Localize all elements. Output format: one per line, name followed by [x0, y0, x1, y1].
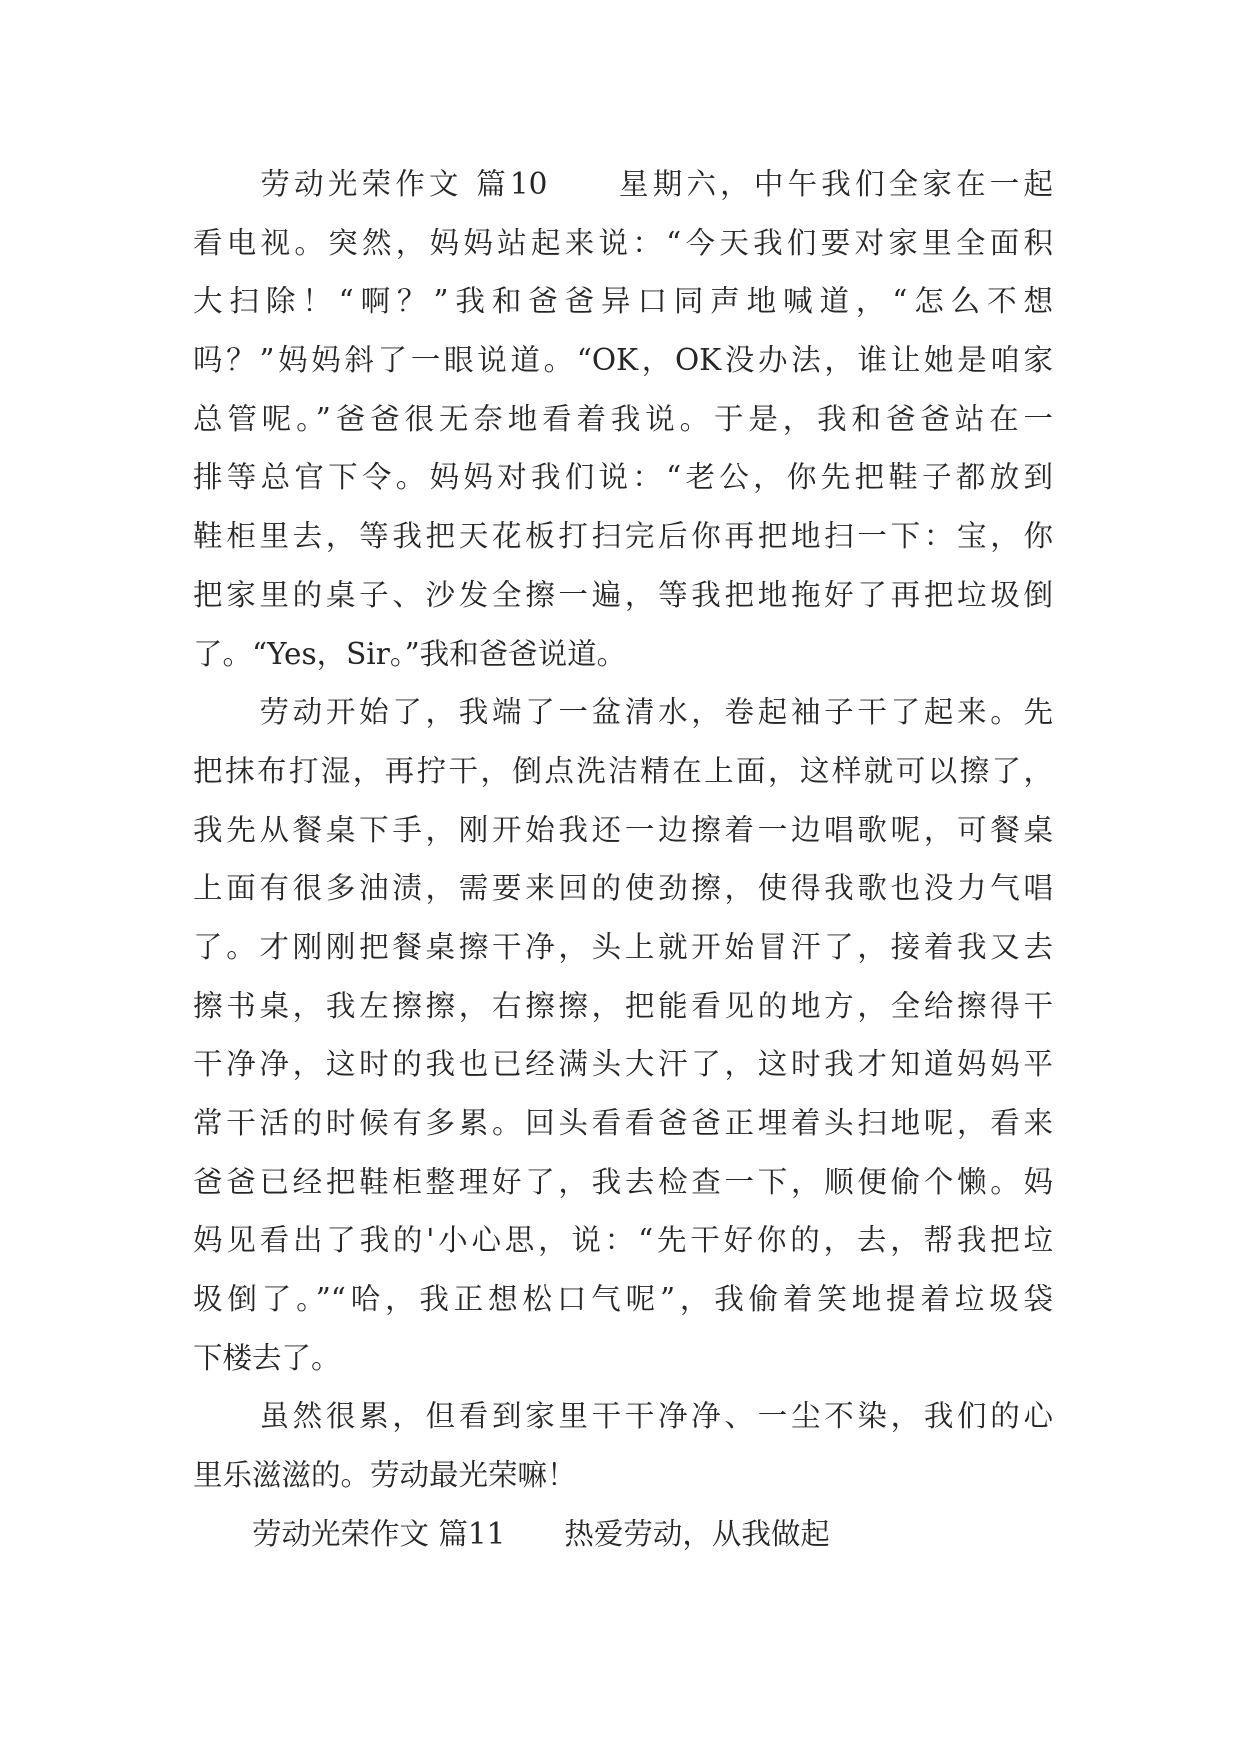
text-line: 吗？”妈妈斜了一眼说道。“OK，OK没办法，谁让她是咱家: [193, 343, 1053, 378]
essay-body: [193, 155, 1053, 1564]
text-line: 了。“Yes，Sir。”我和爸爸说道。: [193, 636, 627, 671]
text-line: 把抹布打湿，再拧干，倒点洗洁精在上面，这样就可以擦了，: [193, 753, 1053, 788]
text-line: 常干活的时候有多累。回头看看爸爸正埋着头扫地呢，看来: [193, 1106, 1053, 1140]
text-line: 我先从餐桌下手，刚开始我还一边擦着一边唱歌呢，可餐桌: [193, 812, 1053, 847]
text-line: 总管呢。”爸爸很无奈地看着我说。于是，我和爸爸站在一: [193, 401, 1053, 436]
text-line: 劳动光荣作文 篇11 热爱劳动，从我做起: [193, 1516, 830, 1551]
text-line: 上面有很多油渍，需要来回的使劲擦，使得我歌也没力气唱: [193, 871, 1053, 906]
text-line: 大扫除！“啊？”我和爸爸异口同声地喊道，“怎么不想: [193, 284, 1053, 319]
text-line: 鞋柜里去，等我把天花板打扫完后你再把地扫一下：宝，你: [193, 519, 1053, 554]
text-line: 排等总官下令。妈妈对我们说：“老公，你先把鞋子都放到: [193, 460, 1053, 495]
text-line: 里乐滋滋的。劳动最光荣嘛！: [193, 1458, 577, 1493]
text-line: 妈见看出了我的'小心思，说：“先干好你的，去，帮我把垃: [193, 1223, 1053, 1258]
text-line: 把家里的桌子、沙发全擦一遍，等我把地拖好了再把垃圾倒: [193, 577, 1053, 612]
text-line: 劳动开始了，我端了一盆清水，卷起袖子干了起来。先: [193, 695, 1053, 730]
text-line: 干净净，这时的我也已经满头大汗了，这时我才知道妈妈平: [193, 1047, 1053, 1082]
text-line: 下楼去了。: [193, 1340, 341, 1375]
text-line: 爸爸已经把鞋柜整理好了，我去检查一下，顺便偷个懒。妈: [193, 1164, 1053, 1199]
text-line: 虽然很累，但看到家里干干净净、一尘不染，我们的心: [193, 1399, 1053, 1434]
text-line: 圾倒了。”“哈，我正想松口气呢”，我偷着笑地提着垃圾袋: [193, 1282, 1053, 1317]
text-line: 劳动光荣作文 篇10 星期六，中午我们全家在一起: [193, 167, 1053, 201]
text-line: 擦书桌，我左擦擦，右擦擦，把能看见的地方，全给擦得干: [193, 988, 1053, 1023]
text-line: 看电视。突然，妈妈站起来说：“今天我们要对家里全面积: [193, 225, 1053, 260]
text-line: 了。才刚刚把餐桌擦干净，头上就开始冒汗了，接着我又去: [193, 929, 1053, 964]
